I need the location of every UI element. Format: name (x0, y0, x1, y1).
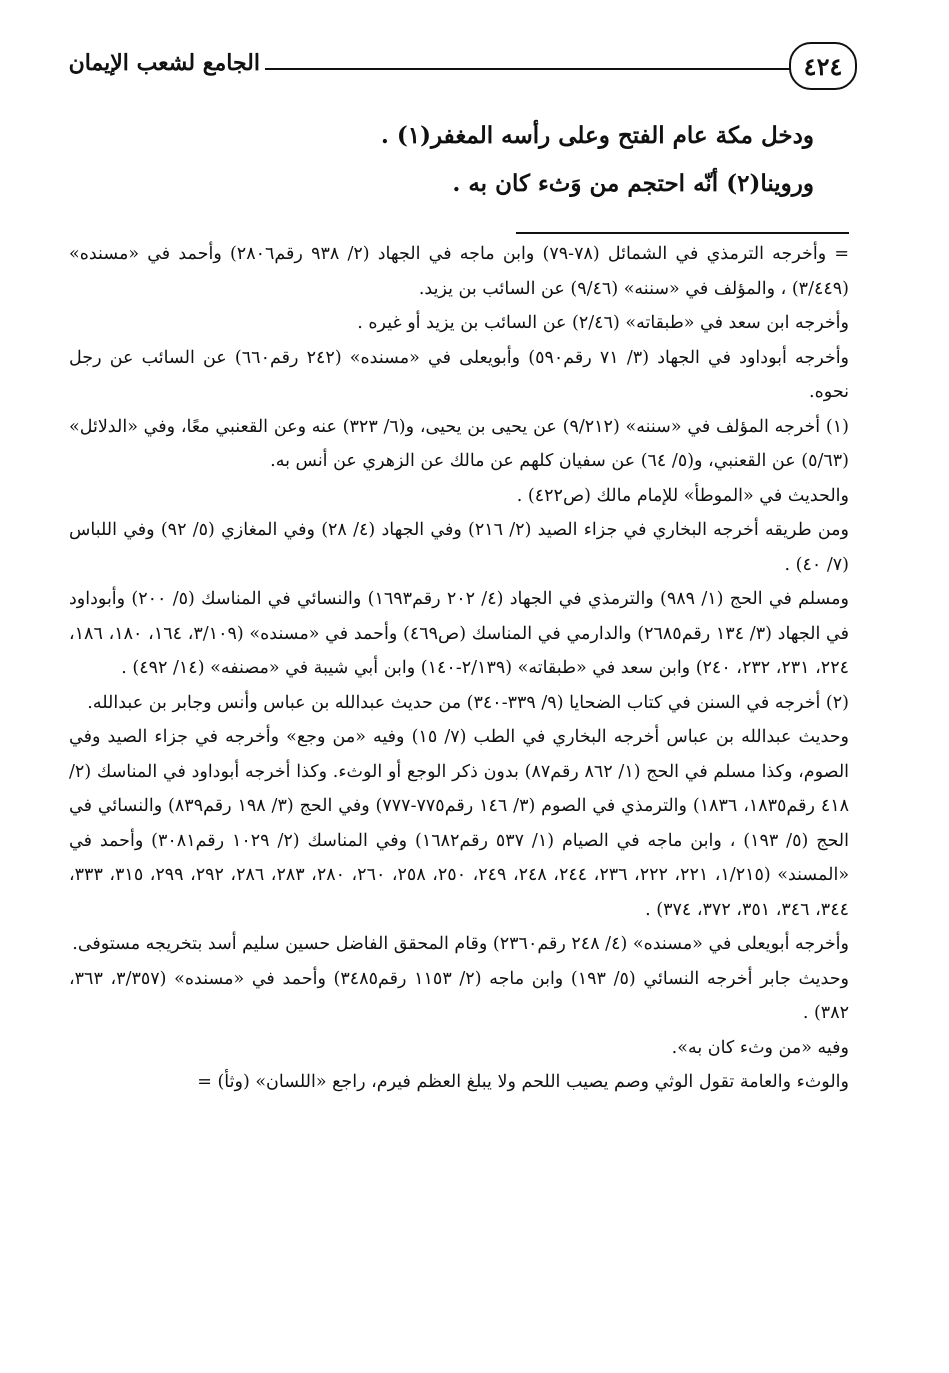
footnote-paragraph: والوثء والعامة تقول الوثي وصم يصيب اللحم ولا يبلغ العظم فيرم، راجع «اللسان» (وثأ) = (197, 1072, 849, 1092)
footnote-paragraph: وحديث جابر أخرجه النسائي (٥/ ١٩٣) وابن ماجه (٢/ ١١٥٣ رقم٣٤٨٥) وأحمد في «مسنده» (٣/٣٥٧، ٣٦٣، ٣٨٢) . (69, 968, 849, 1023)
footnote-paragraph: وأخرجه ابن سعد في «طبقاته» (٢/٤٦) عن السائب بن يزيد أو غيره . (357, 313, 849, 333)
main-text (114, 112, 814, 208)
main-text-line-2: وروينا(٢) أنّه احتجم من وَثء كان به . (452, 170, 814, 197)
footnote-separator (516, 232, 849, 234)
page-header (60, 42, 857, 92)
footnote-paragraph: وأخرجه أبوداود في الجهاد (٣/ ٧١ رقم٥٩٠) وأبويعلى في «مسنده» (٢٤٢ رقم٦٦٠) عن السائب عن رجل نحوه. (69, 347, 849, 402)
footnote-paragraph: = وأخرجه الترمذي في الشمائل (٧٨-٧٩) وابن ماجه في الجهاد (٢/ ٩٣٨ رقم٢٨٠٦) وأحمد في «مسنده» (٣/٤٤٩) ، والمؤلف في «سننه» (٩/٤٦) عن السائب بن يزيد. (69, 244, 849, 299)
footnote-paragraph: ومسلم في الحج (١/ ٩٨٩) والترمذي في الجهاد (٤/ ٢٠٢ رقم١٦٩٣) والنسائي في المناسك (٥/ ٢٠٠) وأبوداود في الجهاد (٣/ ١٣٤ رقم٢٦٨٥) والدارمي في المناسك (ص٤٦٩) وأحمد في «مسنده» (٣/١٠٩، ١٦٤، ١٨٠، ١٨٦، ٢٢٤، ٢٣١، ٢٣٢، ٢٤٠) وابن سعد في «طبقاته» (٢/١٣٩-١٤٠) وابن أبي شيبة في «مصنفه» (١٤/ ٤٩٢) . (69, 589, 849, 678)
footnote-paragraph: وفيه «من وثء كان به». (671, 1037, 849, 1058)
footnote-2: (٢) أخرجه في السنن في كتاب الضحايا (٩/ ٣٣٩-٣٤٠) من حديث عبدالله بن عباس وأنس وجابر بن عبدالله. (87, 692, 849, 713)
page-number: ٤٢٤ (789, 42, 857, 90)
footnote-paragraph: وحديث عبدالله بن عباس أخرجه البخاري في الطب (٧/ ١٥) وفيه «من وجع» وأخرجه في جزاء الصيد وفي الصوم، وكذا مسلم في الحج (١/ ٨٦٢ رقم٨٧) بدون ذكر الوجع أو الوثء. وكذا أخرجه أبوداود في المناسك (٢/ ٤١٨ رقم١٨٣٥، ١٨٣٦) والترمذي في الصوم (٣/ ١٤٦ رقم٧٧٥-٧٧٧) وفي الحج (٣/ ١٩٨ رقم٨٣٩) والنسائي في الحج (٥/ ١٩٣) ، وابن ماجه في الصيام (١/ ٥٣٧ رقم١٦٨٢) وفي المناسك (٢/ ١٠٢٩ رقم٣٠٨١) وأحمد في «المسند» (١/٢١٥، ٢٢١، ٢٢٢، ٢٣٦، ٢٤٤، ٢٤٨، ٢٤٩، ٢٥٠، ٢٥٨، ٢٦٠، ٢٨٠، ٢٨٣، ٢٨٦، ٢٩٢، ٢٩٩، ٣١٥، ٣٣٣، ٣٤٤، ٣٤٦، ٣٥١، ٣٧٢، ٣٧٤) . (69, 727, 849, 920)
header-rule (265, 68, 791, 70)
main-text-line-1: ودخل مكة عام الفتح وعلى رأسه المغفر(١) . (380, 122, 814, 149)
footnote-paragraph: ومن طريقه أخرجه البخاري في جزاء الصيد (٢/ ٢١٦) وفي الجهاد (٤/ ٢٨) وفي المغازي (٥/ ٩٢) وفي اللباس (٧/ ٤٠) . (69, 520, 849, 575)
footnote-paragraph: والحديث في «الموطأ» للإمام مالك (ص٤٢٢) . (516, 485, 849, 506)
footnote-paragraph: وأخرجه أبويعلى في «مسنده» (٤/ ٢٤٨ رقم٢٣٦٠) وقام المحقق الفاضل حسين سليم أسد بتخريجه مستوفى. (72, 934, 849, 954)
footnotes (69, 237, 849, 1347)
footnote-1: (١) أخرجه المؤلف في «سننه» (٩/٢١٢) عن يحيى بن يحيى، و(٦/ ٣٢٣) عنه وعن القعنبي معًا، وفي «الدلائل» (٥/٦٣) عن القعنبي، و(٥/ ٦٤) عن سفيان كلهم عن مالك عن الزهري عن أنس به. (69, 416, 849, 471)
book-title: الجامع لشعب الإيمان (68, 50, 260, 76)
